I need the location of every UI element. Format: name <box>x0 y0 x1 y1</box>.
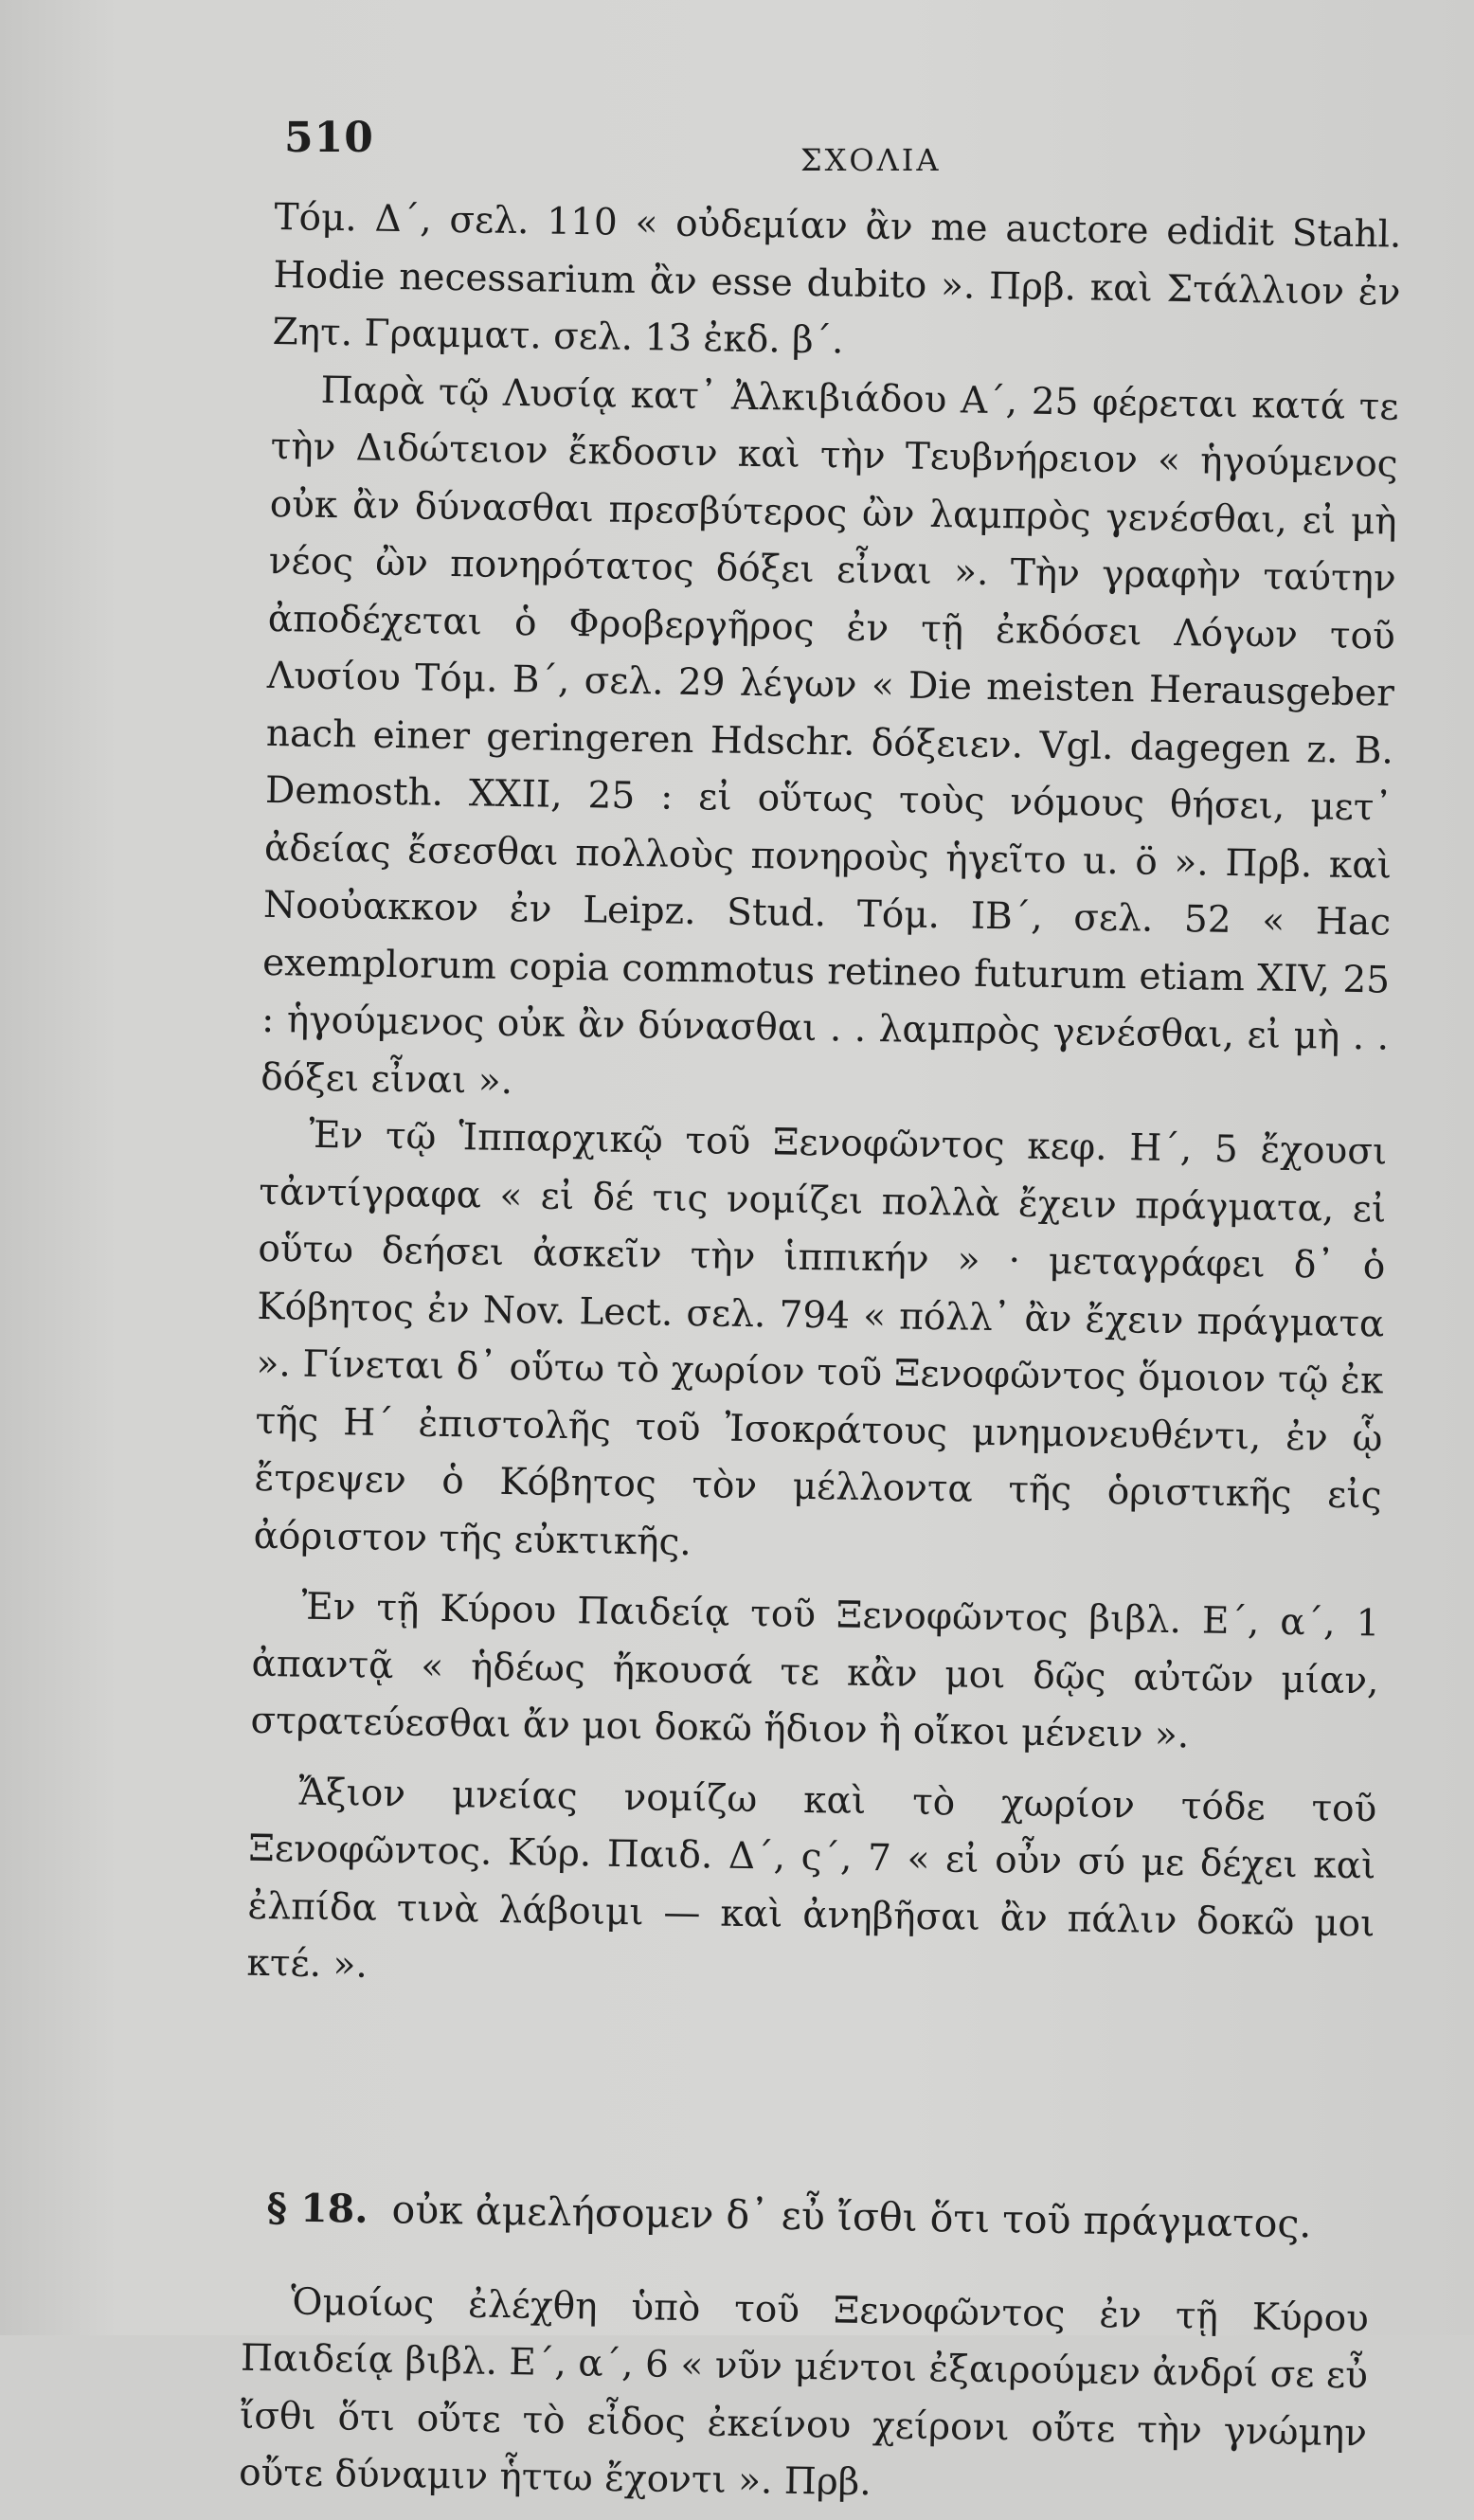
paragraph-1: Τόμ. Δ΄, σελ. 110 « οὐδεμίαν ἂν me auctore edidit Stahl. Hodie necessarium ἂν esse dubito ». Πρβ. καὶ Στάλλιον ἐν Ζητ. Γραμματ. σελ. 13 ἐκδ. β΄. <box>272 195 1402 363</box>
page-number: 510 <box>284 114 374 162</box>
page-body <box>239 189 1402 2520</box>
paragraph-2: Παρὰ τῷ Λυσίᾳ κατ᾽ Ἀλκιβιάδου Α΄, 25 φέρεται κατά τε τὴν Διδώτειον ἔκδοσιν καὶ τὴν Τευβνήρειον « ἡγούμενος οὐκ ἂν δύνασθαι πρεσβύτερος ὢν λαμπρὸς γενέσθαι, εἰ μὴ νέος ὢν πονηρότατος δόξει εἶναι ». Τὴν γραφὴν ταύτην ἀποδέχεται ὁ Φροβεργῆρος ἐν τῇ ἐκδόσει Λόγων τοῦ Λυσίου Τόμ. Β΄, σελ. 29 λέγων « Die meisten Herausgeber nach einer geringeren Hdschr. δόξειεν. Vgl. dagegen z. B. Demosth. XXII, 25 : εἰ οὕτως τοὺς νόμους θήσει, μετ᾽ ἀδείας ἔσεσθαι πολλοὺς πονηροὺς ἡγεῖτο u. ö ». Πρβ. καὶ Νοοὐακκον ἐν Leipz. Stud. Τόμ. ΙΒ΄, σελ. 52 « Hac exemplorum copia commotus retineo futurum etiam XIV, 25 : ἡγούμενος οὐκ ἂν δύνασθαι . . λαμπρὸς γενέσθαι, εἰ μὴ . . δόξει εἶναι ». <box>260 369 1399 1103</box>
section-heading <box>243 2178 1371 2253</box>
paragraph-4: Ἐν τῇ Κύρου Παιδείᾳ τοῦ Ξενοφῶντος βιβλ. Ε΄, α΄, 1 ἀπαντᾷ « ἡδέως ἤκουσά τε κἂν μοι δῷς αὐτῶν μίαν, στρατεύεσθαι ἄν μοι δοκῶ ἥδιον ἢ οἴκοι μένειν ». <box>250 1585 1380 1757</box>
section-lemma: οὐκ ἀμελήσομεν δ᾽ εὖ ἴσθι ὅτι τοῦ πράγματος. <box>391 2186 1312 2246</box>
section-mark: § 18. <box>266 2184 368 2232</box>
running-head: ΣΧΟΛΙΑ <box>800 142 942 178</box>
paragraph-3: Ἐν τῷ Ἱππαρχικῷ τοῦ Ξενοφῶντος κεφ. Η΄, 5 ἔχουσι τἀντίγραφα « εἰ δέ τις νομίζει πολλὰ ἔχειν πράγματα, εἰ οὕτω δεήσει ἀσκεῖν τὴν ἱππικήν » · μεταγράφει δ᾽ ὁ Κόβητος ἐν Nov. Lect. σελ. 794 « πόλλ᾽ ἂν ἔχειν πράγματα ». Γίνεται δ᾽ οὕτω τὸ χωρίον τοῦ Ξενοφῶντος ὅμοιον τῷ ἐκ τῆς Η΄ ἐπιστολῆς τοῦ Ἰσοκράτους μνημονευθέντι, ἐν ᾧ ἔτρεψεν ὁ Κόβητος τὸν μέλλοντα τῆς ὁριστικῆς εἰς ἀόριστον τῆς εὐκτικῆς. <box>253 1113 1388 1564</box>
page-header <box>284 114 1402 189</box>
paragraph-final: Ὁμοίως ἐλέχθη ὑπὸ τοῦ Ξενοφῶντος ἐν τῇ Κύρου Παιδείᾳ βιβλ. Ε΄, α΄, 6 « νῦν μέντοι ἐξαιρούμεν ἀνδρί σε εὖ ἴσθι ὅτι οὔτε τὸ εἶδος ἐκείνου χείρονι οὔτε τὴν γνώμην οὔτε δύναμιν ἧττω ἔχοντι ». Πρβ. <box>238 2280 1370 2505</box>
paragraph-5: Ἄξιον μνείας νομίζω καὶ τὸ χωρίον τόδε τοῦ Ξενοφῶντος. Κύρ. Παιδ. Δ΄, ς΄, 7 « εἰ οὖν σύ με δέχει καὶ ἐλπίδα τινὰ λάβοιμι — καὶ ἀνηβῆσαι ἂν πάλιν δοκῶ μοι κτέ. ». <box>246 1771 1377 1987</box>
